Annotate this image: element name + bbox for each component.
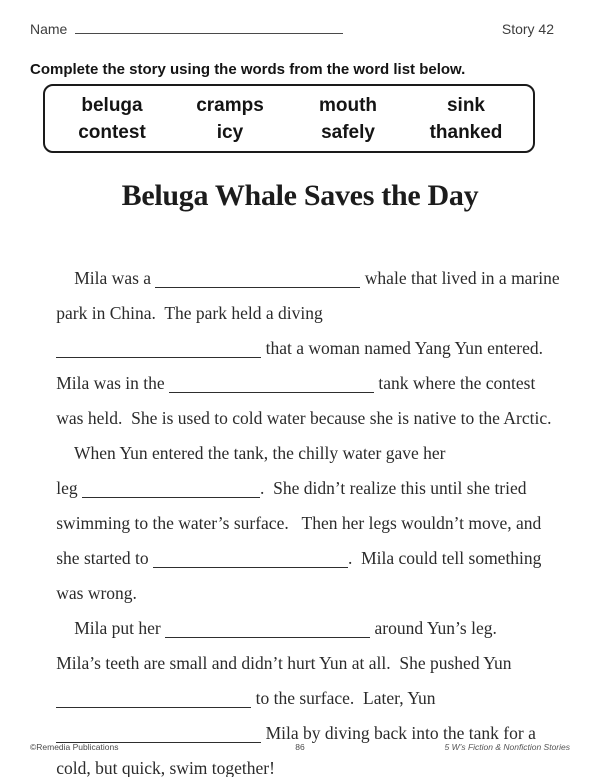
line-text: Mila put her xyxy=(74,618,166,638)
line-text: . Mila could tell something xyxy=(347,548,542,568)
line-text: swimming to the water’s surface. Then her legs wouldn’t move, and xyxy=(56,513,542,533)
line-text: Mila’s teeth are small and didn’t hurt Yun at all. She pushed Yun xyxy=(56,653,512,673)
fill-in-blank[interactable] xyxy=(153,567,348,568)
fill-in-blank[interactable] xyxy=(56,357,261,358)
line-text: cold, but quick, swim together! xyxy=(56,758,275,777)
story-body xyxy=(30,226,570,777)
page-number: 86 xyxy=(295,742,305,752)
word-bank-word: mouth xyxy=(318,95,378,116)
word-bank-word: sink xyxy=(446,95,486,116)
line-text: whale that lived in a marine xyxy=(360,268,560,288)
book-title: 5 W’s Fiction & Nonfiction Stories xyxy=(444,742,570,752)
word-bank-word: cramps xyxy=(196,95,264,116)
line-text: When Yun entered the tank, the chilly water gave her xyxy=(73,443,446,463)
name-underline[interactable] xyxy=(75,20,343,34)
word-bank xyxy=(43,84,535,153)
fill-in-blank[interactable] xyxy=(56,707,251,708)
line-text: that a woman named Yang Yun entered. xyxy=(261,338,543,358)
story-line xyxy=(30,226,570,288)
fill-in-blank[interactable] xyxy=(82,497,260,498)
line-text: was held. She is used to cold water because she is native to the Arctic. xyxy=(56,408,552,428)
fill-in-blank[interactable] xyxy=(169,392,374,393)
line-text: Mila was a xyxy=(74,268,156,288)
word-bank-word: contest xyxy=(78,122,146,143)
story-title: Beluga Whale Saves the Day xyxy=(121,179,479,212)
publisher-credit: ©Remedia Publications xyxy=(30,742,119,752)
line-text: Mila by diving back into the tank for a xyxy=(261,723,536,743)
fill-in-blank[interactable] xyxy=(155,287,360,288)
page-header xyxy=(30,20,570,37)
word-bank-word: icy xyxy=(216,122,244,143)
line-text: was wrong. xyxy=(56,583,137,603)
line-text: park in China. The park held a diving xyxy=(56,303,323,323)
line-text: tank where the contest xyxy=(374,373,536,393)
line-text: around Yun’s leg. xyxy=(370,618,497,638)
line-text: leg xyxy=(56,478,83,498)
fill-in-blank[interactable] xyxy=(165,637,370,638)
word-bank-word: safely xyxy=(321,122,375,143)
page-footer xyxy=(30,742,570,754)
line-text: to the surface. Later, Yun xyxy=(251,688,436,708)
instruction-text: Complete the story using the words from the word list below. xyxy=(30,61,466,78)
story-number: Story 42 xyxy=(501,21,554,37)
line-text: . She didn’t realize this until she tried xyxy=(260,478,527,498)
word-bank-word: thanked xyxy=(429,122,503,143)
line-text: she started to xyxy=(56,548,153,568)
line-text: Mila was in the xyxy=(56,373,170,393)
name-label: Name xyxy=(30,21,68,37)
word-bank-word: beluga xyxy=(81,95,143,116)
